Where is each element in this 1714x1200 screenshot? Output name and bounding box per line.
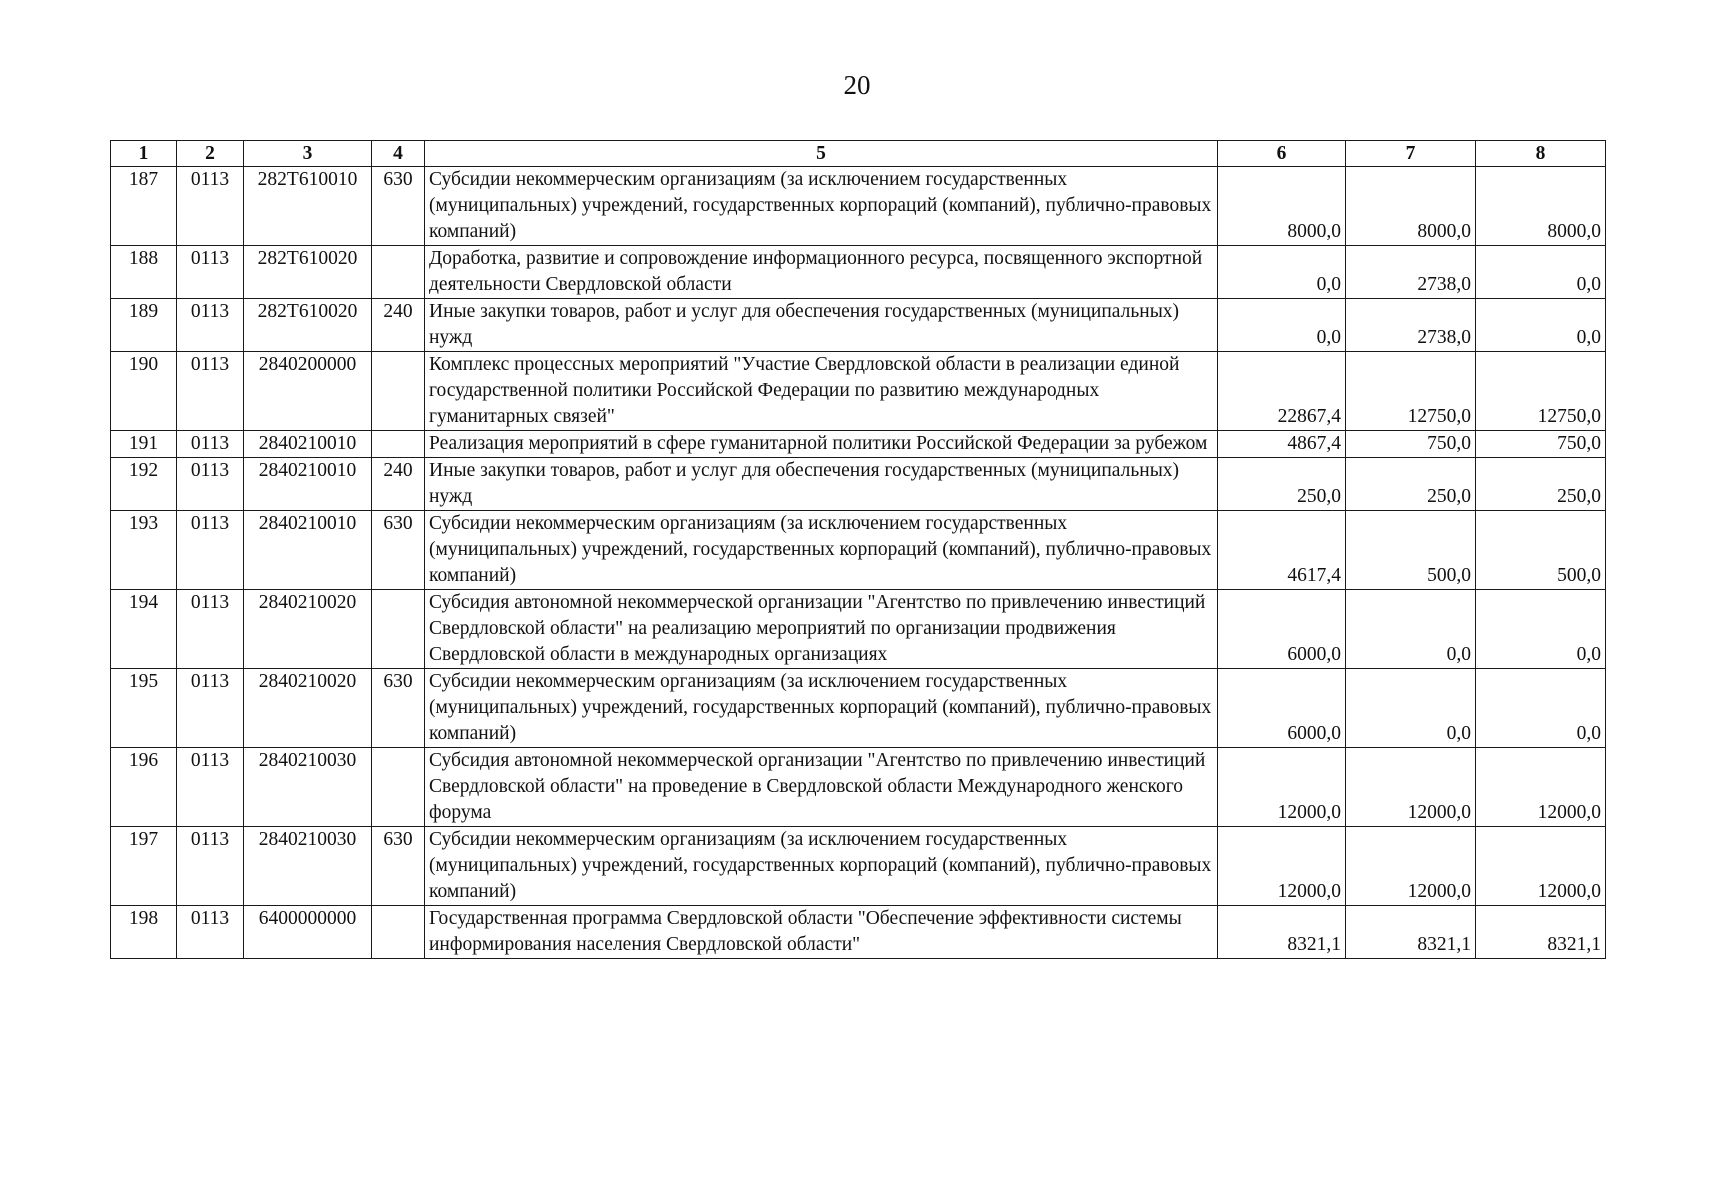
- expense-type-code: [372, 352, 425, 431]
- amount-col6: 4867,4: [1218, 431, 1346, 458]
- col-header-4: 4: [372, 141, 425, 167]
- target-article-code: 6400000000: [244, 906, 372, 959]
- item-name: Субсидии некоммерческим организациям (за исключением государственных (муниципальных) учреждений, государственных корпораций (компаний), публично-правовых компаний): [425, 511, 1218, 590]
- row-number: 192: [111, 458, 177, 511]
- row-number: 197: [111, 827, 177, 906]
- section-code: 0113: [177, 458, 244, 511]
- amount-col8: 0,0: [1476, 246, 1606, 299]
- expense-type-code: [372, 246, 425, 299]
- item-name: Реализация мероприятий в сфере гуманитарной политики Российской Федерации за рубежом: [425, 431, 1218, 458]
- expense-type-code: [372, 590, 425, 669]
- table-row: [111, 590, 1606, 669]
- target-article-code: 282T610020: [244, 299, 372, 352]
- amount-col8: 750,0: [1476, 431, 1606, 458]
- row-number: 188: [111, 246, 177, 299]
- target-article-code: 2840210020: [244, 669, 372, 748]
- amount-col7: 8000,0: [1346, 167, 1476, 246]
- amount-col6: 6000,0: [1218, 590, 1346, 669]
- item-name: Доработка, развитие и сопровождение информационного ресурса, посвященного экспортной деятельности Свердловской области: [425, 246, 1218, 299]
- amount-col7: 750,0: [1346, 431, 1476, 458]
- section-code: 0113: [177, 167, 244, 246]
- row-number: 187: [111, 167, 177, 246]
- section-code: 0113: [177, 246, 244, 299]
- expense-type-code: 240: [372, 299, 425, 352]
- row-number: 195: [111, 669, 177, 748]
- amount-col7: 12750,0: [1346, 352, 1476, 431]
- budget-table: [110, 140, 1606, 959]
- target-article-code: 2840210010: [244, 458, 372, 511]
- section-code: 0113: [177, 511, 244, 590]
- table-body: [111, 167, 1606, 959]
- amount-col7: 2738,0: [1346, 246, 1476, 299]
- item-name: Субсидии некоммерческим организациям (за исключением государственных (муниципальных) учреждений, государственных корпораций (компаний), публично-правовых компаний): [425, 669, 1218, 748]
- target-article-code: 2840210010: [244, 511, 372, 590]
- expense-type-code: 630: [372, 511, 425, 590]
- amount-col7: 250,0: [1346, 458, 1476, 511]
- table-row: [111, 246, 1606, 299]
- table-header: [111, 141, 1606, 167]
- table-row: [111, 299, 1606, 352]
- expense-type-code: [372, 906, 425, 959]
- table-row: [111, 669, 1606, 748]
- item-name: Субсидии некоммерческим организациям (за исключением государственных (муниципальных) учреждений, государственных корпораций (компаний), публично-правовых компаний): [425, 167, 1218, 246]
- col-header-3: 3: [244, 141, 372, 167]
- amount-col8: 12000,0: [1476, 748, 1606, 827]
- item-name: Комплекс процессных мероприятий "Участие Свердловской области в реализации единой государственной политики Российской Федерации по развитию международных гуманитарных связей": [425, 352, 1218, 431]
- amount-col7: 12000,0: [1346, 748, 1476, 827]
- table-row: [111, 352, 1606, 431]
- expense-type-code: 630: [372, 167, 425, 246]
- item-name: Государственная программа Свердловской области "Обеспечение эффективности системы информирования населения Свердловской области": [425, 906, 1218, 959]
- amount-col8: 8000,0: [1476, 167, 1606, 246]
- expense-type-code: 630: [372, 827, 425, 906]
- amount-col6: 8321,1: [1218, 906, 1346, 959]
- target-article-code: 2840210020: [244, 590, 372, 669]
- table-row: [111, 431, 1606, 458]
- amount-col6: 22867,4: [1218, 352, 1346, 431]
- col-header-6: 6: [1218, 141, 1346, 167]
- row-number: 194: [111, 590, 177, 669]
- target-article-code: 2840210030: [244, 748, 372, 827]
- col-header-7: 7: [1346, 141, 1476, 167]
- item-name: Субсидия автономной некоммерческой организации "Агентство по привлечению инвестиций Свердловской области" на проведение в Свердловской области Международного женского форума: [425, 748, 1218, 827]
- row-number: 198: [111, 906, 177, 959]
- amount-col6: 0,0: [1218, 299, 1346, 352]
- section-code: 0113: [177, 748, 244, 827]
- table-row: [111, 827, 1606, 906]
- expense-type-code: 240: [372, 458, 425, 511]
- table-row: [111, 748, 1606, 827]
- amount-col7: 8321,1: [1346, 906, 1476, 959]
- amount-col7: 2738,0: [1346, 299, 1476, 352]
- amount-col6: 8000,0: [1218, 167, 1346, 246]
- section-code: 0113: [177, 352, 244, 431]
- header-row: [111, 141, 1606, 167]
- item-name: Субсидия автономной некоммерческой организации "Агентство по привлечению инвестиций Свердловской области" на реализацию мероприятий по организации продвижения Свердловской области в международных организациях: [425, 590, 1218, 669]
- target-article-code: 282T610020: [244, 246, 372, 299]
- col-header-2: 2: [177, 141, 244, 167]
- page-number: 20: [843, 70, 871, 100]
- amount-col8: 0,0: [1476, 590, 1606, 669]
- target-article-code: 2840210030: [244, 827, 372, 906]
- section-code: 0113: [177, 906, 244, 959]
- expense-type-code: [372, 748, 425, 827]
- expense-type-code: 630: [372, 669, 425, 748]
- col-header-1: 1: [111, 141, 177, 167]
- table-row: [111, 458, 1606, 511]
- amount-col6: 0,0: [1218, 246, 1346, 299]
- amount-col6: 12000,0: [1218, 748, 1346, 827]
- section-code: 0113: [177, 827, 244, 906]
- item-name: Иные закупки товаров, работ и услуг для обеспечения государственных (муниципальных) нужд: [425, 458, 1218, 511]
- amount-col8: 250,0: [1476, 458, 1606, 511]
- section-code: 0113: [177, 669, 244, 748]
- amount-col7: 0,0: [1346, 669, 1476, 748]
- amount-col7: 12000,0: [1346, 827, 1476, 906]
- row-number: 190: [111, 352, 177, 431]
- amount-col8: 12000,0: [1476, 827, 1606, 906]
- amount-col6: 6000,0: [1218, 669, 1346, 748]
- table-row: [111, 167, 1606, 246]
- section-code: 0113: [177, 299, 244, 352]
- item-name: Иные закупки товаров, работ и услуг для обеспечения государственных (муниципальных) нужд: [425, 299, 1218, 352]
- section-code: 0113: [177, 431, 244, 458]
- amount-col7: 500,0: [1346, 511, 1476, 590]
- table-row: [111, 511, 1606, 590]
- row-number: 196: [111, 748, 177, 827]
- amount-col8: 12750,0: [1476, 352, 1606, 431]
- col-header-5: 5: [425, 141, 1218, 167]
- amount-col7: 0,0: [1346, 590, 1476, 669]
- amount-col8: 500,0: [1476, 511, 1606, 590]
- target-article-code: 2840210010: [244, 431, 372, 458]
- row-number: 189: [111, 299, 177, 352]
- amount-col8: 0,0: [1476, 299, 1606, 352]
- section-code: 0113: [177, 590, 244, 669]
- target-article-code: 2840200000: [244, 352, 372, 431]
- amount-col6: 250,0: [1218, 458, 1346, 511]
- col-header-8: 8: [1476, 141, 1606, 167]
- table-row: [111, 906, 1606, 959]
- amount-col6: 12000,0: [1218, 827, 1346, 906]
- item-name: Субсидии некоммерческим организациям (за исключением государственных (муниципальных) учреждений, государственных корпораций (компаний), публично-правовых компаний): [425, 827, 1218, 906]
- amount-col8: 0,0: [1476, 669, 1606, 748]
- target-article-code: 282T610010: [244, 167, 372, 246]
- amount-col6: 4617,4: [1218, 511, 1346, 590]
- amount-col8: 8321,1: [1476, 906, 1606, 959]
- row-number: 191: [111, 431, 177, 458]
- expense-type-code: [372, 431, 425, 458]
- row-number: 193: [111, 511, 177, 590]
